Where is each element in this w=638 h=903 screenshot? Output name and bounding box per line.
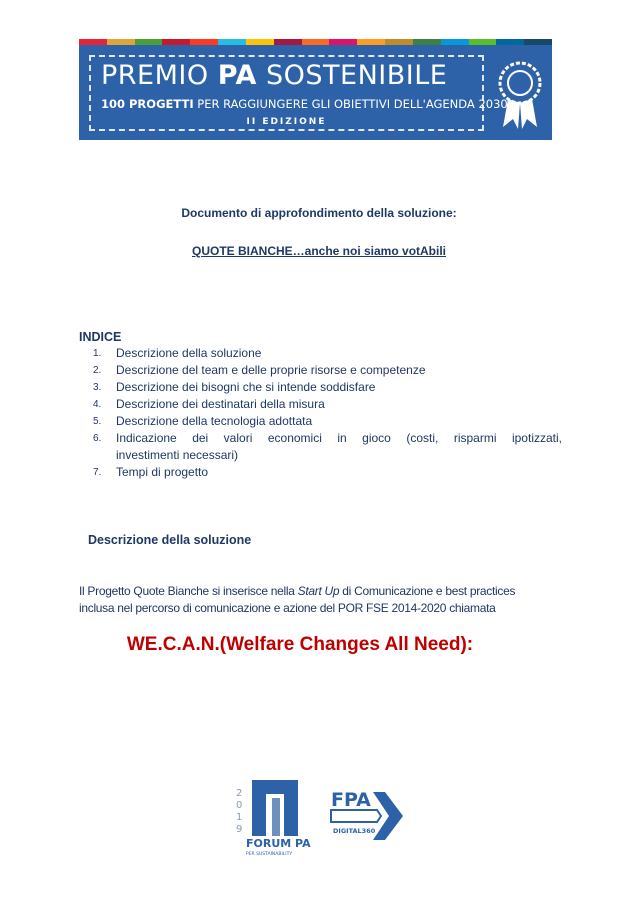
banner-subtitle: 100 PROGETTI PER RAGGIUNGERE GLI OBIETTIVI DELL'AGENDA 2030 [101, 97, 508, 111]
sdg-stripe [469, 39, 497, 45]
wecan-highlight: WE.C.A.N.(Welfare Changes All Need): [126, 634, 474, 655]
forum-pa-logo [232, 774, 311, 858]
forum-year-digit: 2 [236, 788, 243, 799]
fpa-name: FPA [331, 789, 371, 811]
sdg-stripe [135, 39, 163, 45]
index-list [88, 345, 562, 481]
index-item: 7. Tempi di progetto [93, 465, 209, 479]
sdg-stripe [329, 39, 357, 45]
forum-tagline: PER SUSTAINABILITY [246, 852, 293, 857]
sdg-stripe [79, 39, 107, 45]
section-heading: Descrizione della soluzione [88, 533, 252, 547]
index-heading: INDICE [79, 330, 122, 344]
sdg-stripe [524, 39, 552, 45]
index-item: 3. Descrizione dei bisogni che si intende soddisfare [93, 380, 376, 394]
sdg-stripe [107, 39, 135, 45]
banner-title: PREMIO PA SOSTENIBILE [101, 60, 448, 91]
fpa-tagline: DIGITAL360 [333, 827, 376, 835]
paragraph-line: Il Progetto Quote Bianche si inserisce nella Start Up di Comunicazione e best practices [79, 584, 516, 598]
index-item: 5. Descrizione della tecnologia adottata [93, 414, 313, 428]
sdg-stripe [274, 39, 302, 45]
sdg-stripe [190, 39, 218, 45]
paragraph-line: inclusa nel percorso di comunicazione e azione del POR FSE 2014-2020 chiamata [79, 601, 496, 615]
forum-year-digit: 0 [236, 800, 243, 811]
forum-year-digit: 1 [236, 812, 243, 823]
sdg-stripe [246, 39, 274, 45]
index-item: 4. Descrizione dei destinatari della misura [93, 397, 325, 411]
sdg-stripe [385, 39, 413, 45]
sdg-stripe [302, 39, 330, 45]
sdg-stripe [496, 39, 524, 45]
forum-name: FORUM PA [246, 837, 311, 850]
index-item: 2. Descrizione del team e delle proprie risorse e competenze [93, 363, 426, 377]
index-item: 6. Indicazione dei valori economici in gioco (costi, risparmi ipotizzati, investimenti necessari) [93, 431, 562, 462]
sdg-stripe [413, 39, 441, 45]
sdg-stripe [162, 39, 190, 45]
sdg-color-stripes [79, 39, 552, 45]
sdg-stripe [357, 39, 385, 45]
premio-pa-banner [79, 39, 552, 140]
fpa-digital360-logo [327, 786, 407, 842]
index-item: 1. Descrizione della soluzione [93, 346, 262, 360]
document-subtitle: QUOTE BIANCHE…anche noi siamo votAbili [191, 244, 447, 258]
sdg-stripe [441, 39, 469, 45]
document-title: Documento di approfondimento della soluzione: [181, 206, 457, 220]
sdg-stripe [218, 39, 246, 45]
medal-icon [491, 57, 549, 133]
banner-edition: II EDIZIONE [246, 117, 327, 127]
forum-year-digit: 9 [236, 824, 243, 835]
